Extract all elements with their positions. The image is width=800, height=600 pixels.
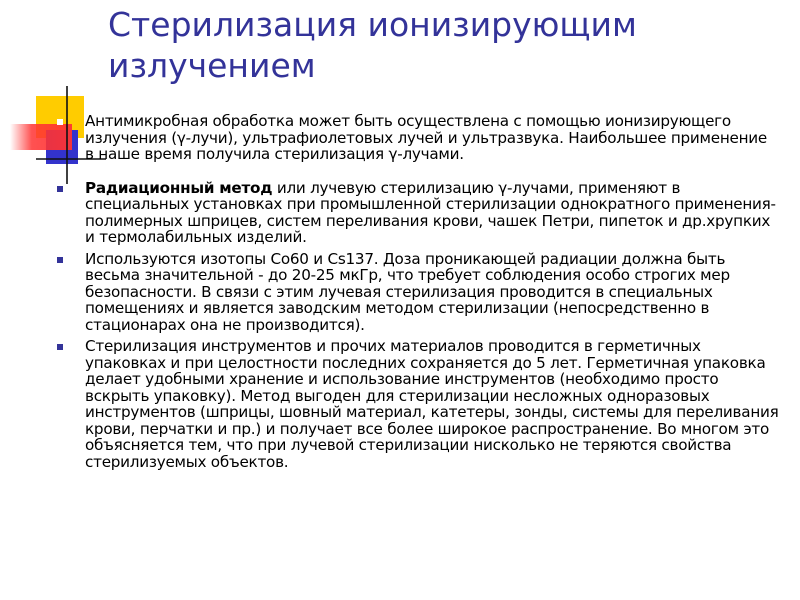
radiation-method-text: или лучевую стерилизацию γ-лучами, применяют в специальных установках при промышленной стерилизации однократного применения- полимерных шприцев, систем переливания крови, чашек Петри, пипеток и др.хрупких и термолабильных изделий. — [85, 178, 776, 246]
list-item — [52, 251, 780, 334]
radiation-method-term: Радиационный метод — [85, 178, 273, 197]
bullet-marker — [57, 257, 63, 263]
list-item-text: Используются изотопы Со60 и Cs137. Доза проникающей радиации должна быть весьма значительной - до 20-25 мкГр, что требует соблюдения особо строгих мер безопасности. В связи с этим лучевая стерилизация проводится в специальных помещениях и является заводским методом стерилизации (непосредственно в стационарах она не производится). — [85, 249, 730, 334]
bullet-marker — [57, 344, 63, 350]
list-item-text: Стерилизация инструментов и прочих материалов проводится в герметичных упаковках и при целостности последних сохраняется до 5 лет. Герметичная упаковка делает удобными хранение и использование инструментов (необходимо просто вскрыть упаковку). Метод выгоден для стерилизации несложных одноразовых инструментов (шприцы, шовный материал, катетеры, зонды, системы для переливания крови, перчатки и пр.) и получает все более широкое распространение. Во многом это объясняется тем, что при лучевой стерилизации нисколько не теряются свойства стерилизуемых объектов. — [85, 337, 779, 471]
list-item — [52, 338, 780, 470]
bullet-marker — [57, 119, 63, 125]
intro-paragraph — [52, 113, 780, 163]
slide-content — [52, 113, 780, 470]
intro-text: Антимикробная обработка может быть осуществлена с помощью ионизирующего излучения (γ-лучи), ультрафиолетовых лучей и ультразвука. Наибольшее применение в наше время получила стерилизация γ-лучами. — [85, 112, 768, 163]
slide-title: Стерилизация ионизирующим излучением — [108, 5, 637, 85]
bullet-marker — [57, 186, 63, 192]
list-item — [52, 180, 780, 246]
list-item-text — [85, 180, 780, 246]
